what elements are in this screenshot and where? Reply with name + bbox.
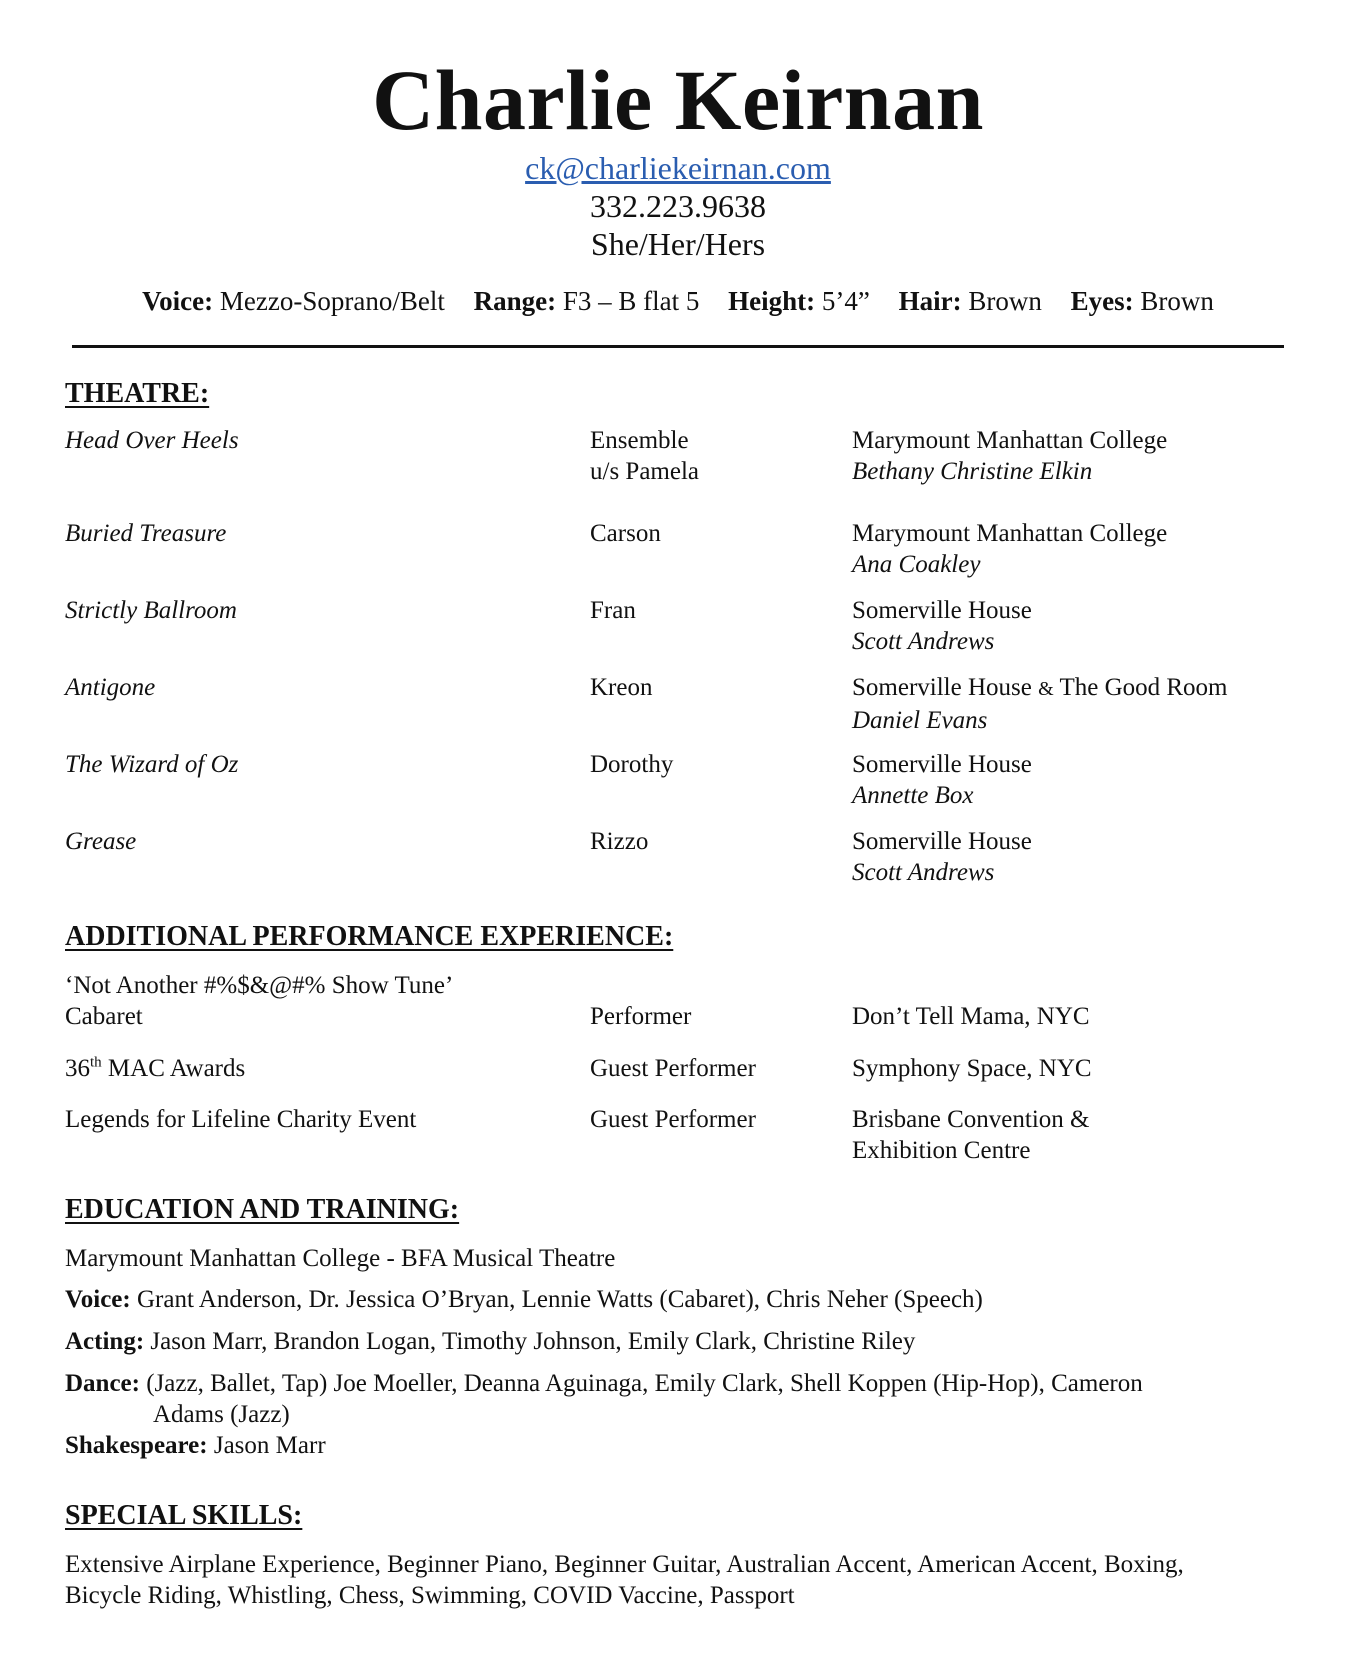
venue: Don’t Tell Mama, NYC bbox=[852, 1003, 1090, 1030]
venue-line: Brisbane Convention & bbox=[852, 1106, 1090, 1133]
director: Scott Andrews bbox=[852, 628, 995, 655]
voice-training-label: Voice: bbox=[65, 1286, 131, 1313]
venue-block bbox=[852, 672, 1332, 736]
education-school: Marymount Manhattan College - BFA Musical Theatre bbox=[65, 1245, 616, 1272]
venue-block bbox=[852, 518, 1332, 580]
shakespeare-training-label: Shakespeare: bbox=[65, 1432, 208, 1459]
event bbox=[65, 970, 585, 1032]
director: Scott Andrews bbox=[852, 859, 995, 886]
voice-stat-label: Voice: bbox=[142, 286, 214, 316]
show-title: Strictly Ballroom bbox=[65, 597, 237, 624]
event-line: ‘Not Another #%$&@#% Show Tune’ bbox=[65, 972, 454, 999]
show-title: Antigone bbox=[65, 674, 156, 701]
acting-training-label: Acting: bbox=[65, 1328, 145, 1355]
theatre-heading: THEATRE: bbox=[65, 378, 210, 409]
role-line: Ensemble bbox=[590, 427, 689, 454]
venue-block bbox=[852, 1104, 1332, 1166]
role: Rizzo bbox=[590, 828, 649, 855]
shakespeare-training-teachers: Jason Marr bbox=[207, 1432, 326, 1459]
venue: Somerville House bbox=[852, 597, 1032, 624]
venue bbox=[852, 672, 1332, 705]
role: Performer bbox=[590, 1003, 692, 1030]
email-link[interactable]: ck@charliekeirnan.com bbox=[525, 150, 831, 186]
event-number: 36 bbox=[65, 1055, 90, 1082]
hair-stat-label: Hair: bbox=[898, 286, 962, 316]
role-line-understudy: u/s Pamela bbox=[590, 458, 700, 485]
role: Guest Performer bbox=[590, 1106, 756, 1133]
venue-block bbox=[852, 826, 1332, 888]
voice-training-teachers: Grant Anderson, Dr. Jessica O’Bryan, Lennie Watts (Cabaret), Chris Neher (Speech) bbox=[130, 1286, 983, 1313]
eyes-stat-value: Brown bbox=[1140, 286, 1214, 316]
venue-ampersand: & bbox=[1038, 678, 1054, 700]
venue-line: Exhibition Centre bbox=[852, 1137, 1031, 1164]
venue-part: Somerville House bbox=[852, 674, 1039, 701]
venue: Marymount Manhattan College bbox=[852, 427, 1168, 454]
dance-training-teachers: (Jazz, Ballet, Tap) Joe Moeller, Deanna Aguinaga, Emily Clark, Shell Koppen (Hip-Hop), Cameron bbox=[139, 1370, 1143, 1397]
venue-part: The Good Room bbox=[1053, 674, 1228, 701]
shakespeare-training bbox=[65, 1430, 1295, 1461]
physical-stats bbox=[0, 284, 1356, 318]
role bbox=[590, 425, 840, 487]
director: Bethany Christine Elkin bbox=[852, 458, 1093, 485]
special-skills-heading: SPECIAL SKILLS: bbox=[65, 1500, 303, 1531]
skills-line: Bicycle Riding, Whistling, Chess, Swimming, COVID Vaccine, Passport bbox=[65, 1582, 795, 1609]
acting-training bbox=[65, 1326, 1295, 1357]
height-stat-label: Height: bbox=[728, 286, 816, 316]
show-title: Head Over Heels bbox=[65, 427, 239, 454]
event: Legends for Lifeline Charity Event bbox=[65, 1106, 417, 1133]
acting-training-teachers: Jason Marr, Brandon Logan, Timothy Johnson, Emily Clark, Christine Riley bbox=[144, 1328, 916, 1355]
event-name: MAC Awards bbox=[101, 1055, 246, 1082]
venue: Somerville House bbox=[852, 828, 1032, 855]
dance-training bbox=[65, 1368, 1295, 1430]
event-ordinal: th bbox=[90, 1054, 102, 1071]
voice-stat-value: Mezzo-Soprano/Belt bbox=[219, 286, 445, 316]
director: Daniel Evans bbox=[852, 707, 988, 734]
venue: Marymount Manhattan College bbox=[852, 520, 1168, 547]
dance-training-continued: Adams (Jazz) bbox=[153, 1401, 290, 1428]
role: Fran bbox=[590, 597, 636, 624]
resume-name: Charlie Keirnan bbox=[372, 52, 984, 148]
event-line: Cabaret bbox=[65, 1003, 143, 1030]
additional-experience-heading: ADDITIONAL PERFORMANCE EXPERIENCE: bbox=[65, 921, 674, 952]
show-title: The Wizard of Oz bbox=[65, 751, 239, 778]
event bbox=[65, 1053, 585, 1084]
hair-stat-value: Brown bbox=[968, 286, 1042, 316]
dance-training-line bbox=[65, 1368, 1295, 1399]
education-heading: EDUCATION AND TRAINING: bbox=[65, 1194, 460, 1225]
show-title: Buried Treasure bbox=[65, 520, 227, 547]
phone-number: 332.223.9638 bbox=[590, 188, 766, 224]
header-divider bbox=[72, 345, 1284, 348]
height-stat-value: 5’4” bbox=[821, 286, 870, 316]
show-title: Grease bbox=[65, 828, 137, 855]
role: Guest Performer bbox=[590, 1055, 756, 1082]
range-stat-value: F3 – B flat 5 bbox=[562, 286, 700, 316]
email-line bbox=[0, 148, 1356, 188]
pronouns: She/Her/Hers bbox=[590, 226, 766, 262]
range-stat-label: Range: bbox=[473, 286, 557, 316]
venue: Somerville House bbox=[852, 751, 1032, 778]
venue: Symphony Space, NYC bbox=[852, 1055, 1092, 1082]
venue-block bbox=[852, 425, 1332, 487]
role: Dorothy bbox=[590, 751, 674, 778]
voice-training bbox=[65, 1284, 1295, 1315]
role: Kreon bbox=[590, 674, 653, 701]
director: Ana Coakley bbox=[852, 551, 981, 578]
director: Annette Box bbox=[852, 782, 974, 809]
venue-block bbox=[852, 595, 1332, 657]
role: Carson bbox=[590, 520, 661, 547]
special-skills-list bbox=[65, 1549, 1295, 1611]
dance-training-label: Dance: bbox=[65, 1370, 140, 1397]
eyes-stat-label: Eyes: bbox=[1070, 286, 1134, 316]
venue-block bbox=[852, 749, 1332, 811]
skills-line: Extensive Airplane Experience, Beginner Piano, Beginner Guitar, Australian Accent, American Accent, Boxing, bbox=[65, 1551, 1184, 1578]
